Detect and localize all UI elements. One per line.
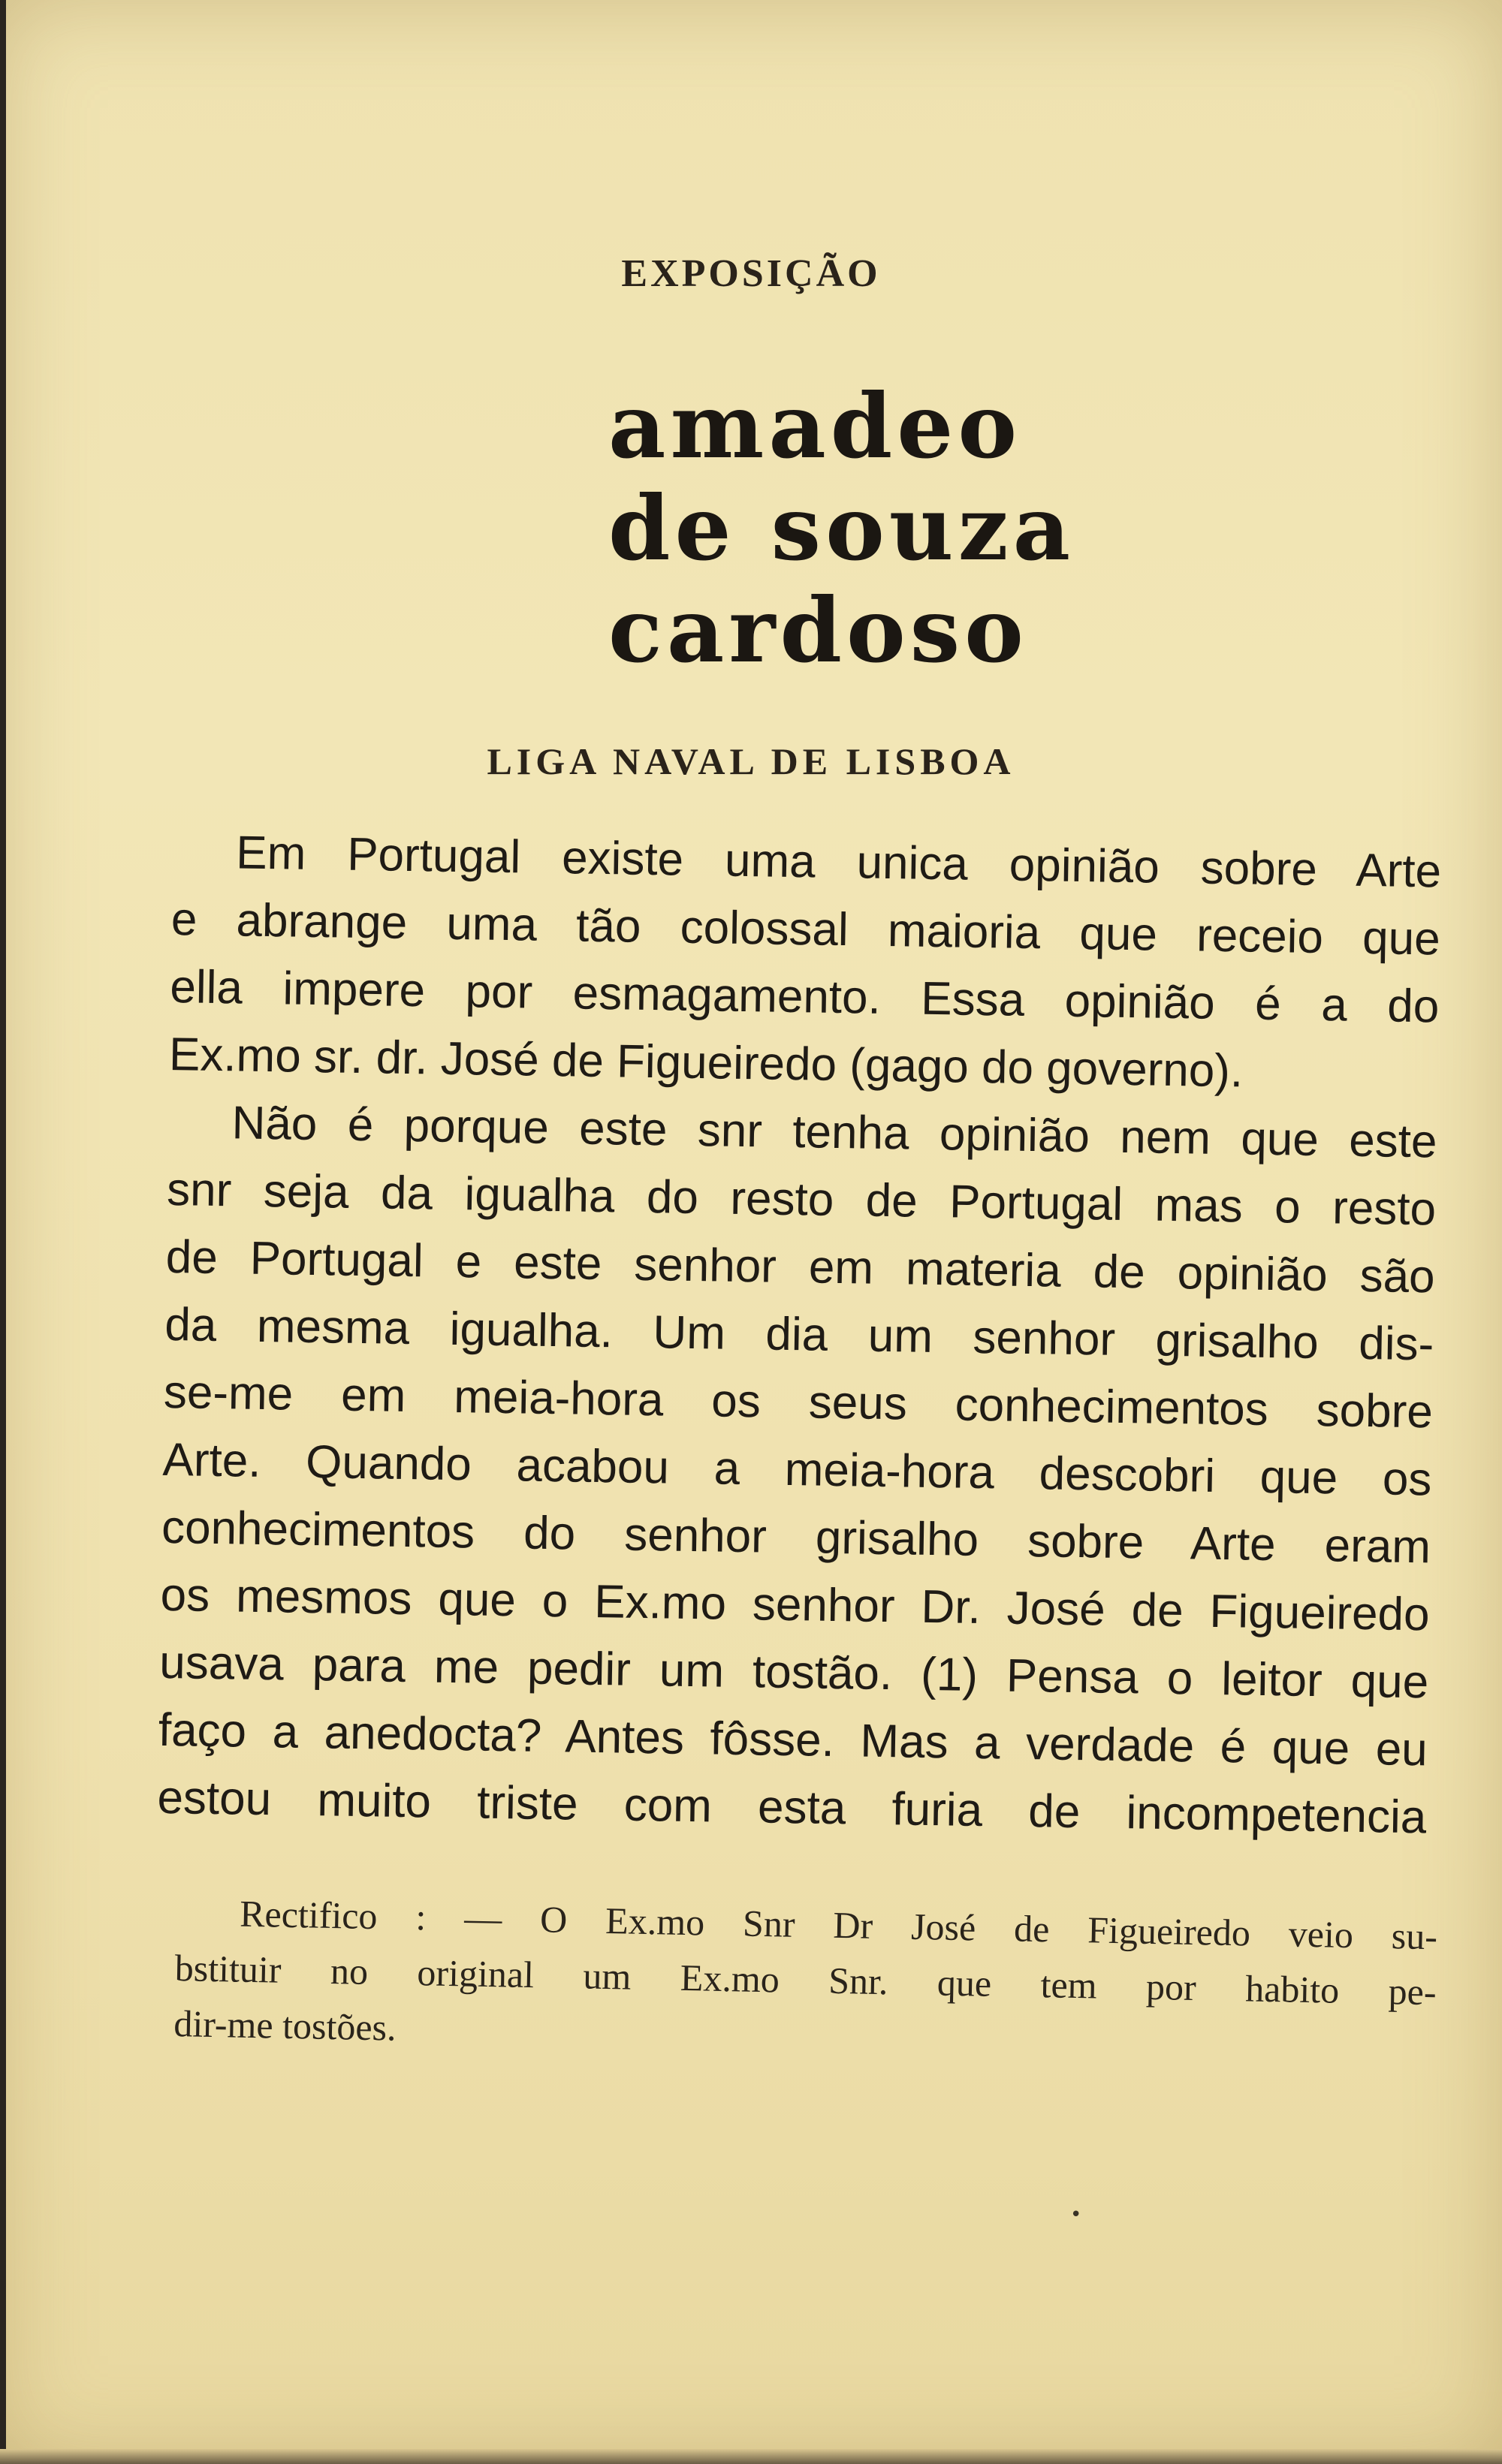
body-line: conhecimentos do senhor grisalho sobre Arte eram (161, 1501, 1431, 1574)
body-paragraphs (157, 818, 1442, 1851)
footnote-line: Rectifico : — O Ex.mo Snr Dr José de Figueiredo veio su- (239, 1892, 1438, 1958)
body-line: snr seja da igualha do resto de Portugal mas o resto (166, 1163, 1437, 1236)
body-line: Em Portugal existe uma unica opinião sobre Arte (235, 827, 1442, 898)
page-edge (0, 0, 6, 2464)
body-line: de Portugal e este senhor em materia de opinião são (165, 1230, 1436, 1303)
footnote (173, 1884, 1438, 2075)
title-line-3: cardoso (608, 578, 1028, 682)
title-line-2: de souza (608, 476, 1075, 580)
ink-speck: • (1070, 2203, 1082, 2226)
body-line: e abrange uma tão colossal maioria que receio que (170, 893, 1441, 965)
exhibition-label: EXPOSIÇÃO (621, 252, 881, 295)
body-line: ella impere por esmagamento. Essa opinião é a do (169, 960, 1440, 1033)
body-line: usava para me pedir um tostão. (1) Pensa o leitor que (158, 1636, 1429, 1709)
body-line: Ex.mo sr. dr. José de Figueiredo (gago do governo). (168, 1028, 1244, 1098)
body-line: se-me em meia-hora os seus conhecimentos sobre (163, 1366, 1434, 1438)
title-line-1: amadeo (608, 374, 1022, 478)
body-line: estou muito triste com esta furia de incompetencia (156, 1771, 1427, 1844)
page-bottom-edge (0, 2449, 1502, 2464)
venue-label: LIGA NAVAL DE LISBOA (487, 740, 1015, 782)
footnote-line: dir-me tostões. (173, 2002, 397, 2049)
footnote-line: bstituir no original um Ex.mo Snr. que tem por habito pe- (174, 1946, 1437, 2014)
body-line: Não é porque este snr tenha opinião nem que este (231, 1097, 1437, 1168)
body-line: faço a anedocta? Antes fôsse. Mas a verdade é que eu (158, 1703, 1428, 1776)
artist-title (608, 375, 1075, 682)
body-line: Arte. Quando acabou a meia-hora descobri que os (162, 1433, 1432, 1506)
body-line: da mesma igualha. Um dia um senhor grisalho dis- (164, 1298, 1434, 1371)
body-line: os mesmos que o Ex.mo senhor Dr. José de Figueiredo (160, 1568, 1431, 1641)
